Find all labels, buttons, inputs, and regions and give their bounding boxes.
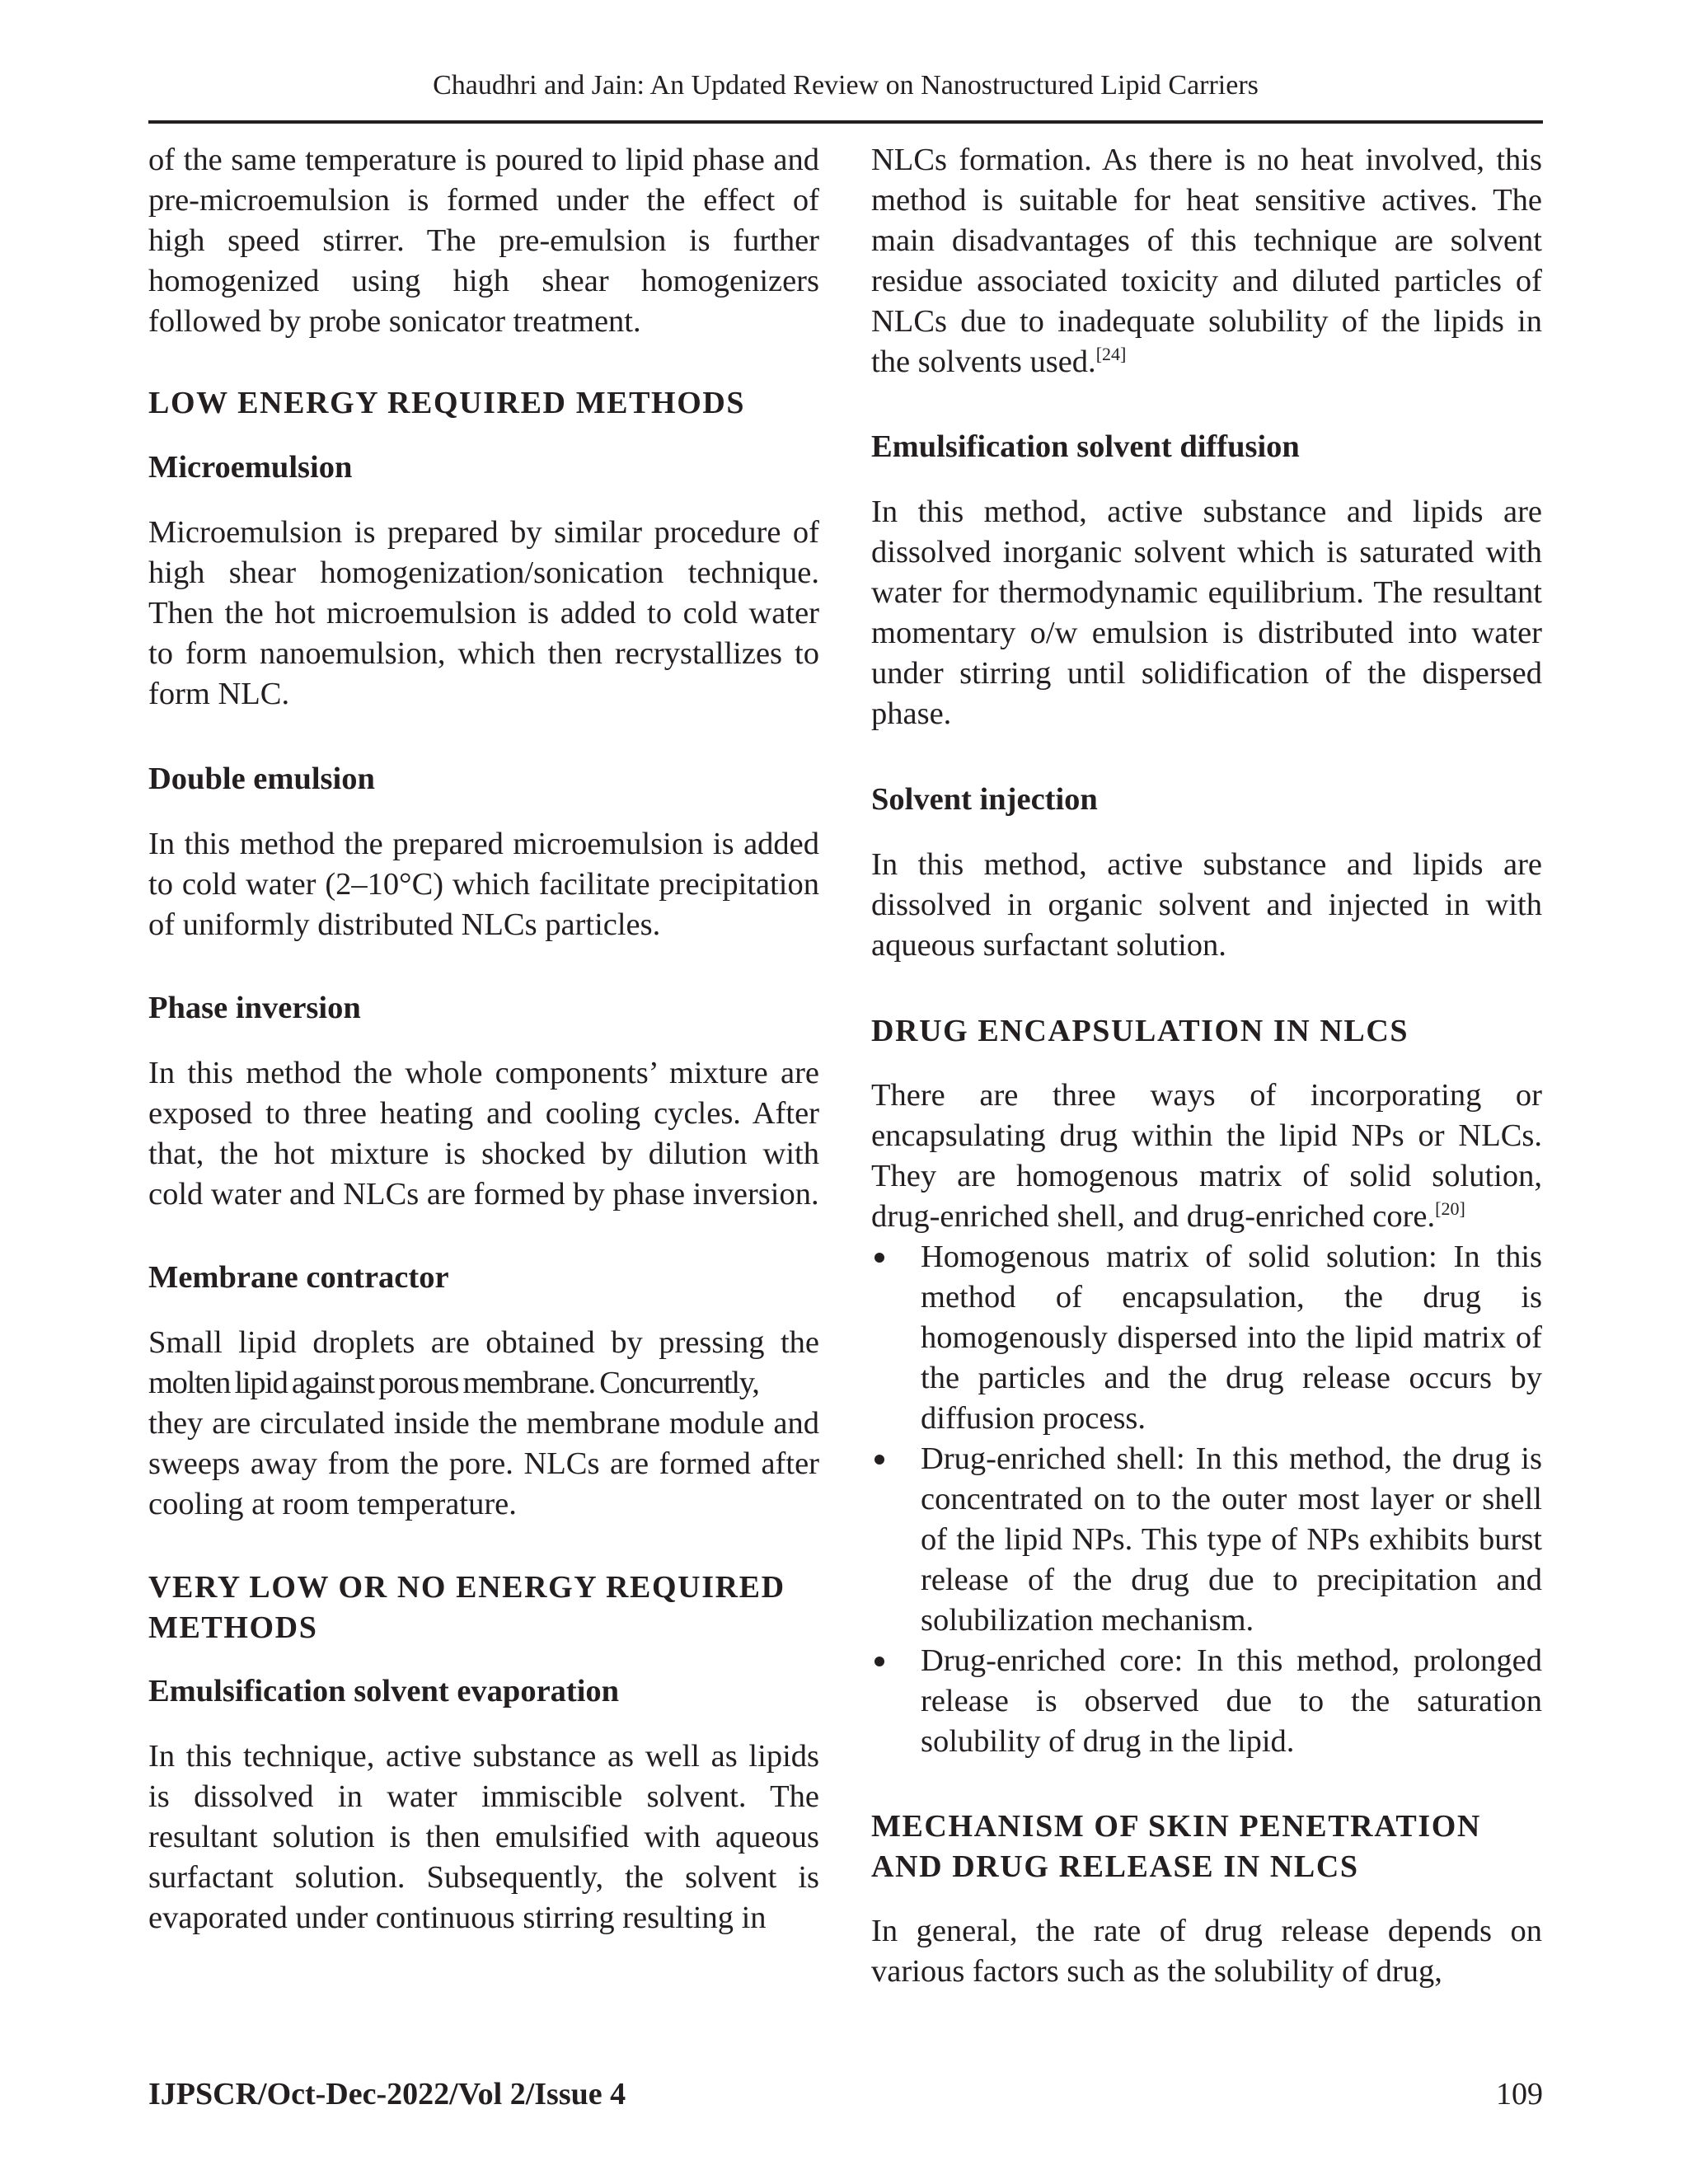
heading-emulsification-solvent-diffusion: Emulsification solvent diffusion bbox=[871, 429, 1300, 464]
paragraph-membrane-contractor bbox=[148, 1323, 819, 1525]
citation-24: [24] bbox=[1095, 344, 1127, 364]
paragraph-phase-inversion: In this method the whole components’ mixture are exposed to three heating and cooling cycles. After that, the hot mixture is shocked by dilution with cold water and NLCs are formed by phase inversion. bbox=[148, 1056, 819, 1212]
paragraph-intro-continued: of the same temperature is poured to lipid phase and pre-microemulsion is formed under the effect of high speed stirrer. The pre-emulsion is further homogenized using high shear homogenizers followed by probe sonicator treatment. bbox=[148, 143, 819, 339]
paragraph-solvent-injection: In this method, active substance and lipids are dissolved in organic solvent and injected in with aqueous surfactant solution. bbox=[871, 847, 1542, 963]
heading-phase-inversion: Phase inversion bbox=[148, 991, 361, 1025]
heading-emulsification-solvent-evaporation: Emulsification solvent evaporation bbox=[148, 1674, 620, 1708]
paragraph-mechanism: In general, the rate of drug release depends on various factors such as the solubility of drug, bbox=[871, 1914, 1542, 1989]
left-column bbox=[148, 140, 819, 1938]
heading-very-low-energy-methods: VERY LOW OR NO ENERGY REQUIRED METHODS bbox=[148, 1570, 785, 1645]
membrane-line-2: molten lipid against porous membrane. Concurrently, bbox=[148, 1366, 759, 1400]
footer-page-number: 109 bbox=[1496, 2077, 1543, 2111]
right-column bbox=[871, 140, 1542, 1992]
list-item-text: Drug-enriched core: In this method, prolonged release is observed due to the saturation solubility of drug in the lipid. bbox=[921, 1643, 1542, 1759]
list-item-text: Homogenous matrix of solid solution: In this method of encapsulation, the drug is homogenously dispersed into the lipid matrix of the particles and the drug release occurs by diffusion process. bbox=[921, 1240, 1542, 1436]
heading-drug-encapsulation: DRUG ENCAPSULATION IN NLCS bbox=[871, 1014, 1409, 1048]
bullet-icon bbox=[874, 1253, 884, 1263]
paragraph-emulsification-solvent-diffusion: In this method, active substance and lipids are dissolved inorganic solvent which is saturated with water for thermodynamic equilibrium. The resultant momentary o/w emulsion is distributed into water under stirring until solidification of the dispersed phase. bbox=[871, 494, 1542, 731]
list-item bbox=[871, 1439, 1542, 1641]
bullet-icon bbox=[874, 1657, 884, 1666]
running-header: Chaudhri and Jain: An Updated Review on Nanostructured Lipid Carriers bbox=[433, 70, 1259, 101]
membrane-line-1: Small lipid droplets are obtained by pressing the bbox=[148, 1325, 819, 1360]
paragraph-evaporation-continued bbox=[871, 140, 1542, 382]
heading-microemulsion: Microemulsion bbox=[148, 450, 353, 485]
list-item bbox=[871, 1641, 1542, 1762]
heading-mechanism-skin-penetration: MECHANISM OF SKIN PENETRATION AND DRUG RELEASE IN NLCS bbox=[871, 1809, 1481, 1884]
footer-journal-info: IJPSCR/Oct-Dec-2022/Vol 2/Issue 4 bbox=[148, 2077, 626, 2111]
encapsulation-text: There are three ways of incorporating or encapsulating drug within the lipid NPs or NLCs. They are homogenous matrix of solid solution, drug-enriched shell, and drug-enriched core. bbox=[871, 1078, 1542, 1234]
paragraph-drug-encapsulation bbox=[871, 1076, 1542, 1237]
heading-low-energy-methods: LOW ENERGY REQUIRED METHODS bbox=[148, 386, 746, 420]
list-item bbox=[871, 1237, 1542, 1439]
heading-membrane-contractor: Membrane contractor bbox=[148, 1260, 449, 1295]
paragraph-double-emulsion: In this method the prepared microemulsion is added to cold water (2–10°C) which facilitate precipitation of uniformly distributed NLCs particles. bbox=[148, 827, 819, 942]
heading-double-emulsion: Double emulsion bbox=[148, 762, 375, 796]
citation-20: [20] bbox=[1435, 1198, 1465, 1219]
paragraph-emulsification-solvent-evaporation: In this technique, active substance as well as lipids is dissolved in water immiscible solvent. The resultant solution is then emulsified with aqueous surfactant solution. Subsequently, the solvent is evaporated under continuous stirring resulting in bbox=[148, 1739, 819, 1935]
membrane-line-rest: they are circulated inside the membrane module and sweeps away from the pore. NLCs are formed after cooling at room temperature. bbox=[148, 1406, 819, 1521]
paragraph-microemulsion: Microemulsion is prepared by similar procedure of high shear homogenization/sonication technique. Then the hot microemulsion is added to cold water to form nanoemulsion, which then recrystallizes to form NLC. bbox=[148, 515, 819, 711]
heading-solvent-injection: Solvent injection bbox=[871, 782, 1098, 817]
header-rule bbox=[148, 120, 1543, 124]
bullet-icon bbox=[874, 1455, 884, 1465]
evaporation-continued-text: NLCs formation. As there is no heat involved, this method is suitable for heat sensitive actives. The main disadvantages of this technique are solvent residue associated toxicity and diluted particles of NLCs due to inadequate solubility of the lipids in the solvents used. bbox=[871, 143, 1542, 379]
list-item-text: Drug-enriched shell: In this method, the drug is concentrated on to the outer most layer or shell of the lipid NPs. This type of NPs exhibits burst release of the drug due to precipitation and solubilization mechanism. bbox=[921, 1441, 1542, 1638]
encapsulation-list bbox=[871, 1237, 1542, 1762]
